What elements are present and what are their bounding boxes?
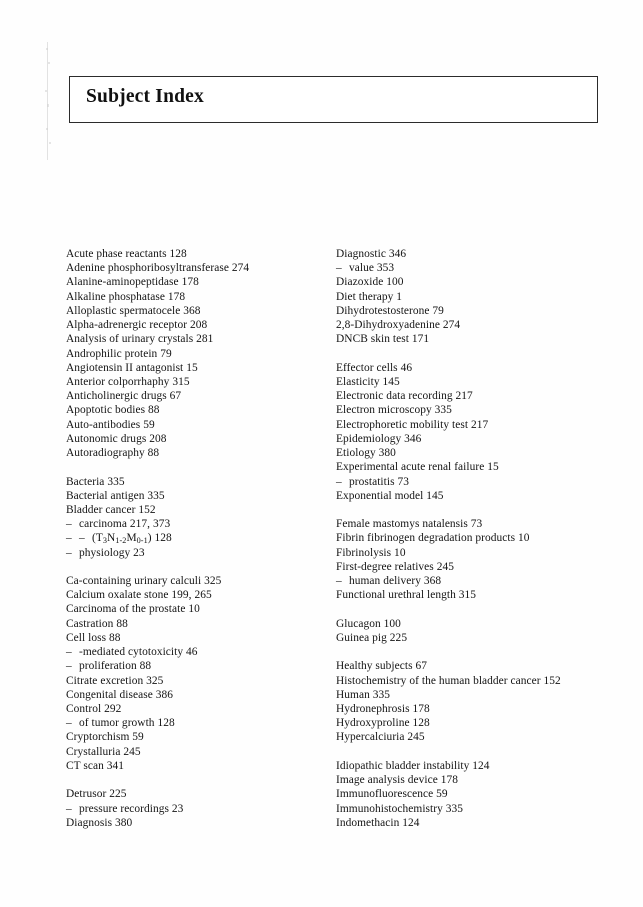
index-entry-text: Experimental acute renal failure 15 xyxy=(336,461,499,474)
index-entry xyxy=(336,517,626,531)
index-entry xyxy=(66,489,328,503)
index-entry xyxy=(336,674,626,688)
index-entry-text: physiology 23 xyxy=(79,546,145,559)
index-entry xyxy=(336,403,626,417)
index-entry-text: Etiology 380 xyxy=(336,447,396,460)
index-subentry xyxy=(336,574,626,588)
index-entry xyxy=(66,275,328,289)
index-entry-text: Fibrin fibrinogen degradation products 10 xyxy=(336,532,530,545)
index-entry xyxy=(66,574,328,588)
index-entry-text: Crystalluria 245 xyxy=(66,745,141,758)
index-entry xyxy=(66,261,328,275)
index-entry-text: Image analysis device 178 xyxy=(336,774,459,787)
index-entry xyxy=(336,446,626,460)
index-entry-text: Bacteria 335 xyxy=(66,475,125,488)
index-entry xyxy=(336,787,626,801)
index-group-separator xyxy=(336,745,626,759)
subentry-dash: – xyxy=(66,532,72,545)
index-entry xyxy=(336,247,626,261)
index-entry-text: human delivery 368 xyxy=(349,575,442,588)
index-entry-text: Calcium oxalate stone 199, 265 xyxy=(66,589,212,602)
index-entry-text: Angiotensin II antagonist 15 xyxy=(66,361,198,374)
index-entry-text: Autoradiography 88 xyxy=(66,447,160,460)
index-entry xyxy=(66,332,328,346)
index-entry-text: Alkaline phosphatase 178 xyxy=(66,290,186,303)
scan-speck xyxy=(48,62,50,64)
scan-speck xyxy=(45,90,47,92)
index-entry-text: Adenine phosphoribosyltransferase 274 xyxy=(66,262,250,275)
index-entry xyxy=(66,247,328,261)
index-entry-text: Diazoxide 100 xyxy=(336,276,404,289)
index-entry xyxy=(66,730,328,744)
index-entry xyxy=(336,546,626,560)
index-entry xyxy=(336,432,626,446)
index-entry xyxy=(66,588,328,602)
subentry-dash: – xyxy=(336,575,342,588)
index-entry xyxy=(336,617,626,631)
index-entry-text: 2,8-Dihydroxyadenine 274 xyxy=(336,319,461,332)
index-entry xyxy=(336,389,626,403)
index-entry xyxy=(336,318,626,332)
index-entry-text: Healthy subjects 67 xyxy=(336,660,427,673)
index-entry xyxy=(66,745,328,759)
index-subentry xyxy=(66,716,328,730)
index-entry xyxy=(336,332,626,346)
subentry-dash: – xyxy=(79,532,85,545)
index-entry xyxy=(66,446,328,460)
index-entry-text: prostatitis 73 xyxy=(349,475,410,488)
index-entry xyxy=(336,588,626,602)
index-entry-text: carcinoma 217, 373 xyxy=(79,518,171,531)
index-entry xyxy=(66,759,328,773)
index-subentry xyxy=(66,802,328,816)
index-entry xyxy=(66,389,328,403)
index-entry-text: Guinea pig 225 xyxy=(336,631,408,644)
index-entry-text: Electrophoretic mobility test 217 xyxy=(336,418,489,431)
index-entry xyxy=(66,432,328,446)
scan-edge-artifact xyxy=(47,42,48,160)
index-entry xyxy=(66,475,328,489)
index-entry-text: CT scan 341 xyxy=(66,759,125,772)
index-entry xyxy=(336,290,626,304)
index-group-separator xyxy=(66,460,328,474)
index-entry-text: Exponential model 145 xyxy=(336,489,444,502)
index-entry-text: Congenital disease 386 xyxy=(66,688,173,701)
index-entry-text: Female mastomys natalensis 73 xyxy=(336,518,483,531)
index-entry-text: Androphilic protein 79 xyxy=(66,347,172,360)
index-entry-text: DNCB skin test 171 xyxy=(336,333,430,346)
index-subentry xyxy=(336,475,626,489)
index-entry-text: Human 335 xyxy=(336,688,391,701)
index-entry xyxy=(336,560,626,574)
index-entry xyxy=(66,702,328,716)
index-entry xyxy=(336,659,626,673)
index-entry xyxy=(336,802,626,816)
subentry-dash: – xyxy=(66,802,72,815)
index-entry-text: Cryptorchism 59 xyxy=(66,731,144,744)
index-entry-text: $(T_3N_{1-2}M_{0-1})$ 128 xyxy=(92,532,172,546)
index-entry-text: Auto-antibodies 59 xyxy=(66,418,155,431)
index-entry-text: Bacterial antigen 335 xyxy=(66,489,165,502)
index-entry-text: Epidemiology 346 xyxy=(336,432,422,445)
index-entry xyxy=(66,318,328,332)
index-subentry xyxy=(336,261,626,275)
index-group-separator xyxy=(336,645,626,659)
index-subentry xyxy=(66,531,328,545)
index-entry xyxy=(336,688,626,702)
subentry-dash: – xyxy=(66,717,72,730)
index-subentry xyxy=(66,517,328,531)
index-column-left xyxy=(66,247,328,830)
index-entry-text: Alpha-adrenergic receptor 208 xyxy=(66,319,208,332)
index-group-separator xyxy=(336,602,626,616)
index-entry-text: value 353 xyxy=(349,262,395,275)
index-entry-text: Control 292 xyxy=(66,703,122,715)
index-entry xyxy=(66,787,328,801)
index-entry-text: Hydroxyproline 128 xyxy=(336,717,430,730)
index-entry-text: Carcinoma of the prostate 10 xyxy=(66,603,200,616)
index-group-separator xyxy=(336,503,626,517)
subentry-dash: – xyxy=(66,518,72,531)
index-entry xyxy=(336,418,626,432)
index-entry-text: Elasticity 145 xyxy=(336,375,400,388)
index-entry xyxy=(336,531,626,545)
index-entry xyxy=(336,304,626,318)
index-entry-text: Diagnostic 346 xyxy=(336,248,407,260)
subentry-dash: – xyxy=(336,475,342,488)
index-entry-text: Hypercalciuria 245 xyxy=(336,731,425,744)
index-entry-text: proliferation 88 xyxy=(79,660,152,673)
index-entry-text: Alanine-aminopeptidase 178 xyxy=(66,276,199,289)
index-entry xyxy=(336,716,626,730)
index-entry xyxy=(336,489,626,503)
index-entry xyxy=(66,403,328,417)
index-entry-text: Immunofluorescence 59 xyxy=(336,788,448,801)
index-entry xyxy=(336,275,626,289)
index-entry-text: Anticholinergic drugs 67 xyxy=(66,390,182,403)
index-entry xyxy=(336,631,626,645)
index-entry-text: Cell loss 88 xyxy=(66,631,121,644)
scan-speck xyxy=(49,142,51,144)
index-entry-text: Acute phase reactants 128 xyxy=(66,248,187,260)
index-entry-text: Idiopathic bladder instability 124 xyxy=(336,759,490,772)
index-entry-text: Analysis of urinary crystals 281 xyxy=(66,333,214,346)
scan-speck xyxy=(46,48,48,50)
index-entry-text: Electron microscopy 335 xyxy=(336,404,452,417)
index-entry xyxy=(66,617,328,631)
index-entry-text: Diet therapy 1 xyxy=(336,290,402,303)
index-entry xyxy=(66,361,328,375)
index-entry-text: First-degree relatives 245 xyxy=(336,560,454,573)
index-entry-text: Castration 88 xyxy=(66,617,128,630)
index-entry xyxy=(336,816,626,830)
index-entry xyxy=(336,460,626,474)
index-entry xyxy=(66,503,328,517)
index-entry-text: Bladder cancer 152 xyxy=(66,503,156,516)
index-entry-text: pressure recordings 23 xyxy=(79,802,184,815)
subentry-dash: – xyxy=(336,262,342,275)
index-entry-text: Indomethacin 124 xyxy=(336,816,420,829)
index-entry-text: Detrusor 225 xyxy=(66,788,127,801)
index-entry xyxy=(66,347,328,361)
subentry-dash: – xyxy=(66,546,72,559)
index-entry xyxy=(66,602,328,616)
index-entry xyxy=(66,674,328,688)
index-entry-text: Apoptotic bodies 88 xyxy=(66,404,160,417)
index-subentry xyxy=(66,659,328,673)
index-column-right xyxy=(336,247,626,830)
page-title: Subject Index xyxy=(86,86,204,107)
index-entry-text: Ca-containing urinary calculi 325 xyxy=(66,575,222,588)
index-subentry xyxy=(66,546,328,560)
index-entry-text: Fibrinolysis 10 xyxy=(336,546,406,559)
index-entry-text: Anterior colporrhaphy 315 xyxy=(66,375,190,388)
index-subentry xyxy=(66,645,328,659)
scan-speck xyxy=(46,128,48,130)
index-entry-text: -mediated cytotoxicity 46 xyxy=(79,646,198,659)
index-entry xyxy=(66,290,328,304)
index-group-separator xyxy=(66,560,328,574)
index-entry-text: Glucagon 100 xyxy=(336,617,401,630)
index-group-separator xyxy=(336,347,626,361)
index-entry xyxy=(336,773,626,787)
subject-index-title-box xyxy=(69,76,598,123)
index-entry xyxy=(66,304,328,318)
scan-speck xyxy=(47,104,49,107)
index-entry xyxy=(336,730,626,744)
index-entry-text: Immunohistochemistry 335 xyxy=(336,802,464,815)
index-entry-text: Effector cells 46 xyxy=(336,361,413,374)
index-entry-text: Citrate excretion 325 xyxy=(66,674,164,687)
subentry-dash: – xyxy=(66,646,72,659)
index-entry xyxy=(66,631,328,645)
index-entry-text: Diagnosis 380 xyxy=(66,816,133,829)
index-group-separator xyxy=(66,773,328,787)
index-entry xyxy=(66,688,328,702)
index-entry xyxy=(336,361,626,375)
index-entry-text: Histochemistry of the human bladder cancer 152 xyxy=(336,674,561,687)
index-entry xyxy=(336,702,626,716)
index-entry xyxy=(66,816,328,830)
index-entry-text: Dihydrotestosterone 79 xyxy=(336,304,444,317)
index-entry xyxy=(336,375,626,389)
index-entry-text: Functional urethral length 315 xyxy=(336,589,477,602)
index-entry-text: Alloplastic spermatocele 368 xyxy=(66,304,201,317)
index-entry-text: Hydronephrosis 178 xyxy=(336,703,430,715)
index-entry-text: Electronic data recording 217 xyxy=(336,390,473,403)
index-entry-text: of tumor growth 128 xyxy=(79,717,175,730)
index-entry xyxy=(66,418,328,432)
index-entry xyxy=(66,375,328,389)
index-entry-text: Autonomic drugs 208 xyxy=(66,432,167,445)
index-entry xyxy=(336,759,626,773)
subentry-dash: – xyxy=(66,660,72,673)
